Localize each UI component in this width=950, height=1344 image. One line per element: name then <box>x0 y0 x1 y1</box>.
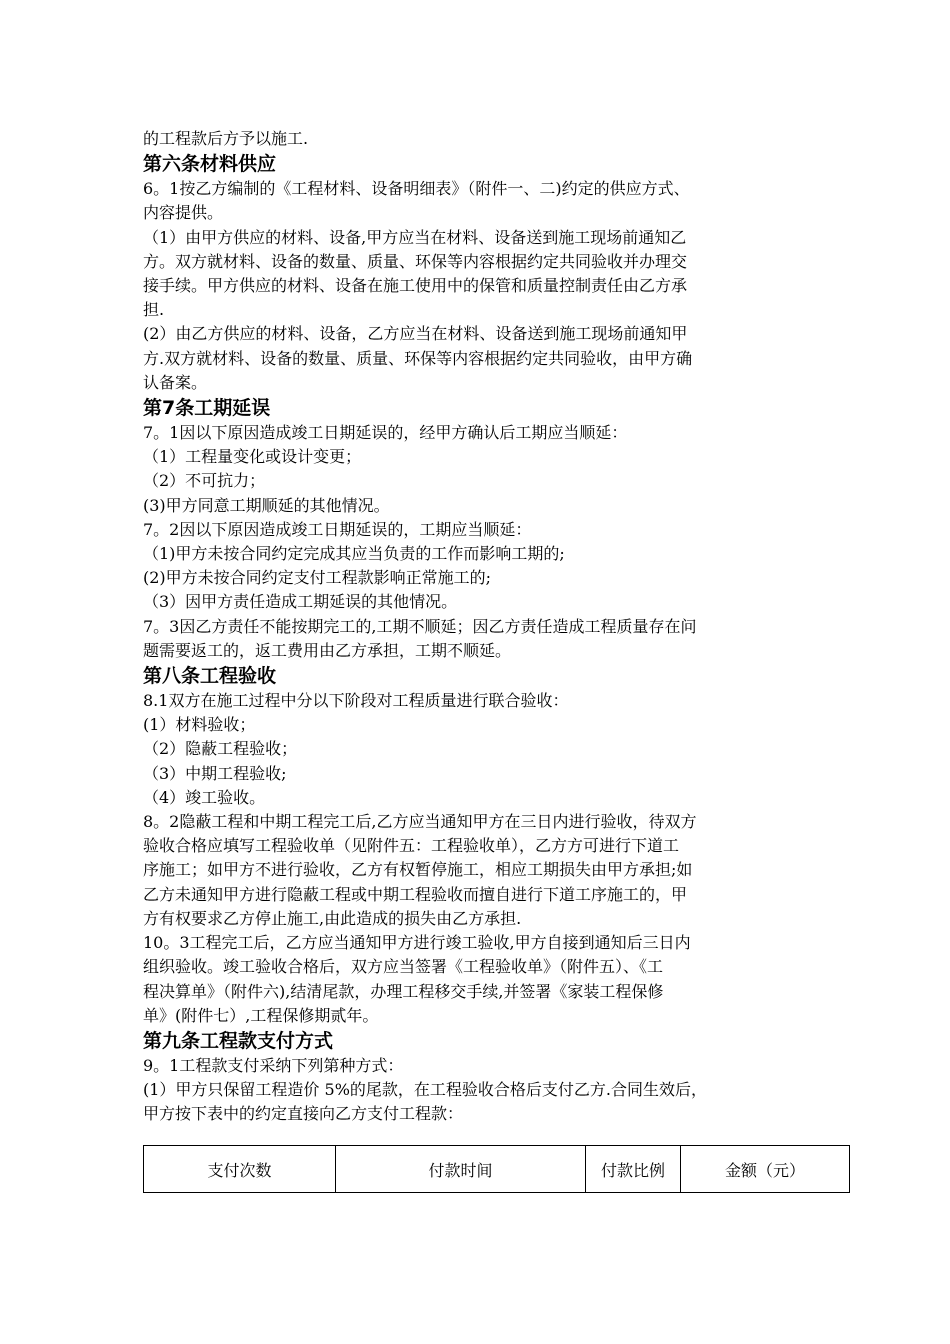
text-line: 6。1按乙方编制的《工程材料、设备明细表》（附件一、二)约定的供应方式、 <box>143 179 690 199</box>
text-line: 方。双方就材料、设备的数量、质量、环保等内容根据约定共同验收并办理交 <box>143 251 688 271</box>
header-payment-ratio: 付款比例 <box>586 1146 681 1193</box>
text-line: （1)甲方未按合同约定完成其应当负责的工作而影响工期的; <box>143 544 565 564</box>
paragraph <box>143 566 811 590</box>
paragraph <box>143 762 811 786</box>
text-line: 方有权要求乙方停止施工,由此造成的损失由乙方承担. <box>143 908 522 928</box>
text-line: (1）甲方只保留工程造价 5%的尾款，在工程验收合格后支付乙方.合同生效后， <box>143 1080 707 1100</box>
paragraph <box>143 931 811 1028</box>
section-heading: 第八条工程验收 <box>143 665 277 688</box>
text-line: 担. <box>143 300 165 320</box>
paragraph <box>143 445 811 469</box>
text-line: （2）不可抗力； <box>143 471 266 491</box>
text-line: 内容提供。 <box>143 203 224 223</box>
text-line: （3）中期工程验收; <box>143 763 287 783</box>
text-line: (3)甲方同意工期顺延的其他情况。 <box>143 495 390 515</box>
text-line: 乙方未通知甲方进行隐蔽工程或中期工程验收而擅自进行下道工序施工的，甲 <box>143 884 688 904</box>
paragraph <box>143 494 811 518</box>
text-line: (2）由乙方供应的材料、设备，乙方应当在材料、设备送到施工现场前通知甲 <box>143 324 688 344</box>
paragraph <box>143 542 811 566</box>
paragraph <box>143 786 811 810</box>
header-payment-number: 支付次数 <box>144 1146 336 1193</box>
paragraph <box>143 518 811 542</box>
header-amount: 金额（元） <box>681 1146 850 1193</box>
payment-table <box>143 1145 850 1193</box>
text-line: 7。3因乙方责任不能按期完工的,工期不顺延；因乙方责任造成工程质量存在问 <box>143 616 697 636</box>
text-line: 组织验收。竣工验收合格后，双方应当签署《工程验收单》（附件五）、《工 <box>143 957 664 977</box>
document-body <box>143 127 811 1127</box>
text-line: 8。2隐蔽工程和中期工程完工后,乙方应当通知甲方在三日内进行验收，待双方 <box>143 812 697 832</box>
text-line: 的工程款后方予以施工. <box>143 129 309 148</box>
text-line: （3）因甲方责任造成工期延误的其他情况。 <box>143 592 458 612</box>
text-line: 10。3工程完工后，乙方应当通知甲方进行竣工验收,甲方自接到通知后三日内 <box>143 933 691 953</box>
text-line: 单》(附件七）,工程保修期贰年。 <box>143 1005 379 1025</box>
paragraph <box>143 737 811 761</box>
text-line: （2）隐蔽工程验收； <box>143 739 298 759</box>
text-line: 程决算单》（附件六),结清尾款，办理工程移交手续,并签署《家装工程保修 <box>143 981 664 1001</box>
text-line: 接手续。甲方供应的材料、设备在施工使用中的保管和质量控制责任由乙方承 <box>143 276 688 296</box>
section-heading: 第六条材料供应 <box>143 153 277 176</box>
paragraph <box>143 469 811 493</box>
text-line: 甲方按下表中的约定直接向乙方支付工程款： <box>143 1104 464 1124</box>
text-line: 序施工；如甲方不进行验收，乙方有权暂停施工，相应工期损失由甲方承担;如 <box>143 860 693 880</box>
text-line: 验收合格应填写工程验收单（见附件五：工程验收单），乙方方可进行下道工 <box>143 836 680 856</box>
text-line: 题需要返工的，返工费用由乙方承担，工期不顺延。 <box>143 640 512 660</box>
paragraph <box>143 810 811 931</box>
paragraph <box>143 177 811 225</box>
paragraph <box>143 1054 811 1078</box>
paragraph <box>143 713 811 737</box>
paragraph <box>143 226 811 323</box>
section-heading: 第7条工期延误 <box>143 397 271 420</box>
header-payment-time: 付款时间 <box>336 1146 586 1193</box>
paragraph <box>143 127 811 151</box>
text-line: 方.双方就材料、设备的数量、质量、环保等内容根据约定共同验收，由甲方确 <box>143 348 693 368</box>
paragraph <box>143 689 811 713</box>
text-line: 8.1双方在施工过程中分以下阶段对工程质量进行联合验收： <box>143 691 569 711</box>
paragraph <box>143 590 811 614</box>
text-line: （1）工程量变化或设计变更； <box>143 447 362 467</box>
text-line: (2)甲方未按合同约定支付工程款影响正常施工的; <box>143 568 492 588</box>
paragraph <box>143 421 811 445</box>
paragraph <box>143 1078 811 1126</box>
section-heading: 第九条工程款支付方式 <box>143 1029 334 1052</box>
payment-table-header-row <box>144 1146 850 1193</box>
text-line: 7。1因以下原因造成竣工日期延误的，经甲方确认后工期应当顺延： <box>143 423 628 443</box>
text-line: 认备案。 <box>143 372 208 392</box>
paragraph <box>143 615 811 663</box>
text-line: （4）竣工验收。 <box>143 787 266 807</box>
paragraph <box>143 322 811 395</box>
text-line: 7。2因以下原因造成竣工日期延误的，工期应当顺延： <box>143 519 532 539</box>
text-line: (1）材料验收； <box>143 715 256 735</box>
text-line: （1）由甲方供应的材料、设备,甲方应当在材料、设备送到施工现场前通知乙 <box>143 227 687 247</box>
text-line: 9。1工程款支付采纳下列第种方式： <box>143 1055 404 1075</box>
